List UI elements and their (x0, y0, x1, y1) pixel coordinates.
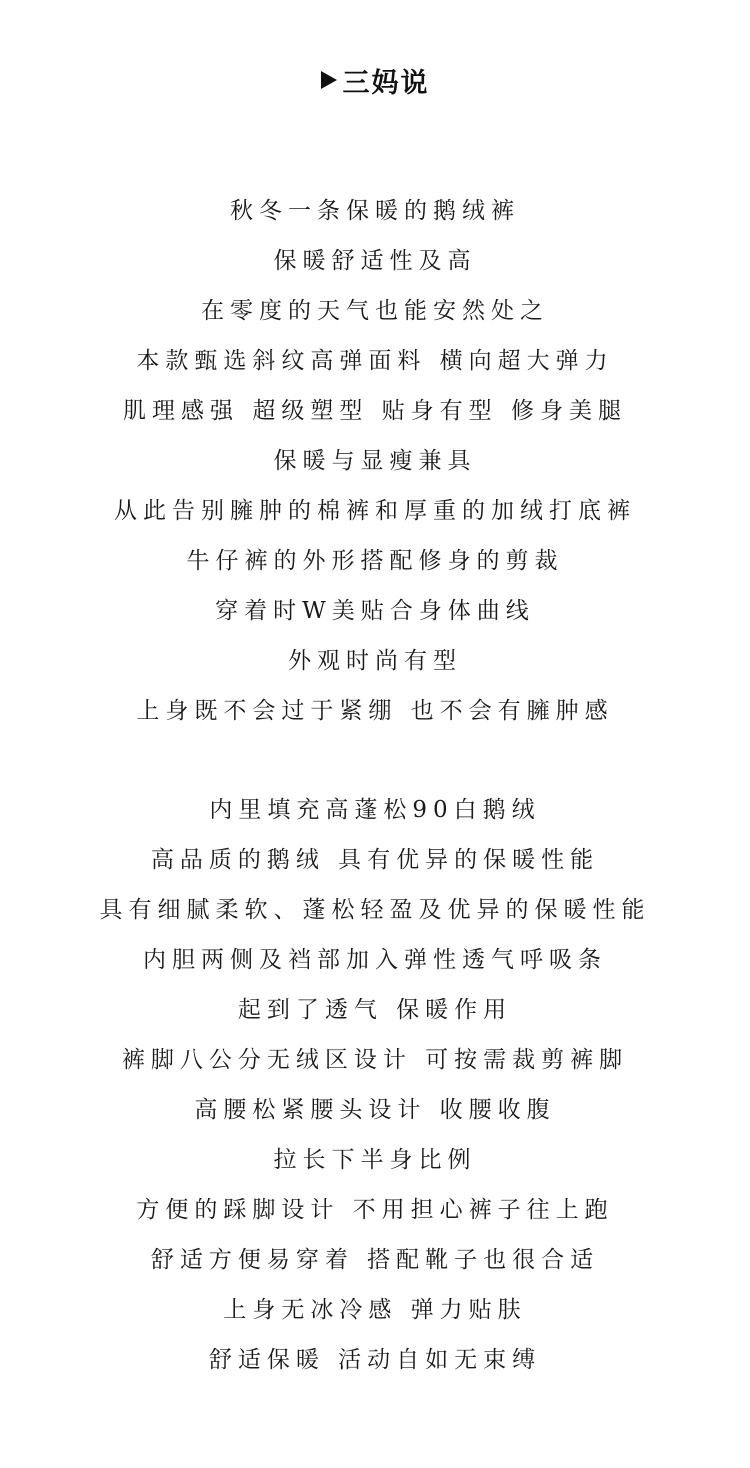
description-line: 从此告别臃肿的棉裤和厚重的加绒打底裤 (114, 498, 636, 524)
description-line: 舒适保暖 活动自如无束缚 (208, 1347, 542, 1373)
description-line: 方便的踩脚设计 不用担心裤子往上跑 (136, 1197, 614, 1223)
description-line: 肌理感强 超级塑型 贴身有型 修身美腿 (123, 398, 627, 424)
description-line: 起到了透气 保暖作用 (237, 997, 513, 1023)
description-line: 保暖与显瘦兼具 (273, 448, 477, 474)
description-line: 裤脚八公分无绒区设计 可按需裁剪裤脚 (121, 1047, 629, 1073)
description-line: 具有细腻柔软、蓬松轻盈及优异的保暖性能 (99, 897, 651, 923)
description-line: 内胆两侧及裆部加入弹性透气呼吸条 (143, 947, 607, 973)
description-line: 在零度的天气也能安然处之 (201, 298, 549, 324)
description-block-2 (0, 785, 750, 1385)
description-line: 拉长下半身比例 (273, 1147, 477, 1173)
description-line: 穿着时W美贴合身体曲线 (215, 598, 535, 624)
description-line: 保暖舒适性及高 (273, 248, 477, 274)
description-line: 高品质的鹅绒 具有优异的保暖性能 (150, 847, 600, 873)
description-line: 上身既不会过于紧绷 也不会有臃肿感 (136, 698, 614, 724)
description-block-1 (0, 186, 750, 736)
description-line: 牛仔裤的外形搭配修身的剪裁 (186, 548, 564, 574)
description-line: 外观时尚有型 (288, 648, 462, 674)
description-line: 内里填充高蓬松90白鹅绒 (209, 797, 541, 823)
play-triangle-icon (321, 71, 337, 89)
description-line: 秋冬一条保暖的鹅绒裤 (230, 198, 520, 224)
description-line: 高腰松紧腰头设计 收腰收腹 (194, 1097, 556, 1123)
description-line: 本款甄选斜纹高弹面料 横向超大弹力 (136, 348, 614, 374)
description-line: 上身无冰冷感 弹力贴肤 (223, 1297, 527, 1323)
section-title: 三妈说 (342, 67, 430, 99)
section-header (0, 60, 750, 100)
description-line: 舒适方便易穿着 搭配靴子也很合适 (150, 1247, 600, 1273)
